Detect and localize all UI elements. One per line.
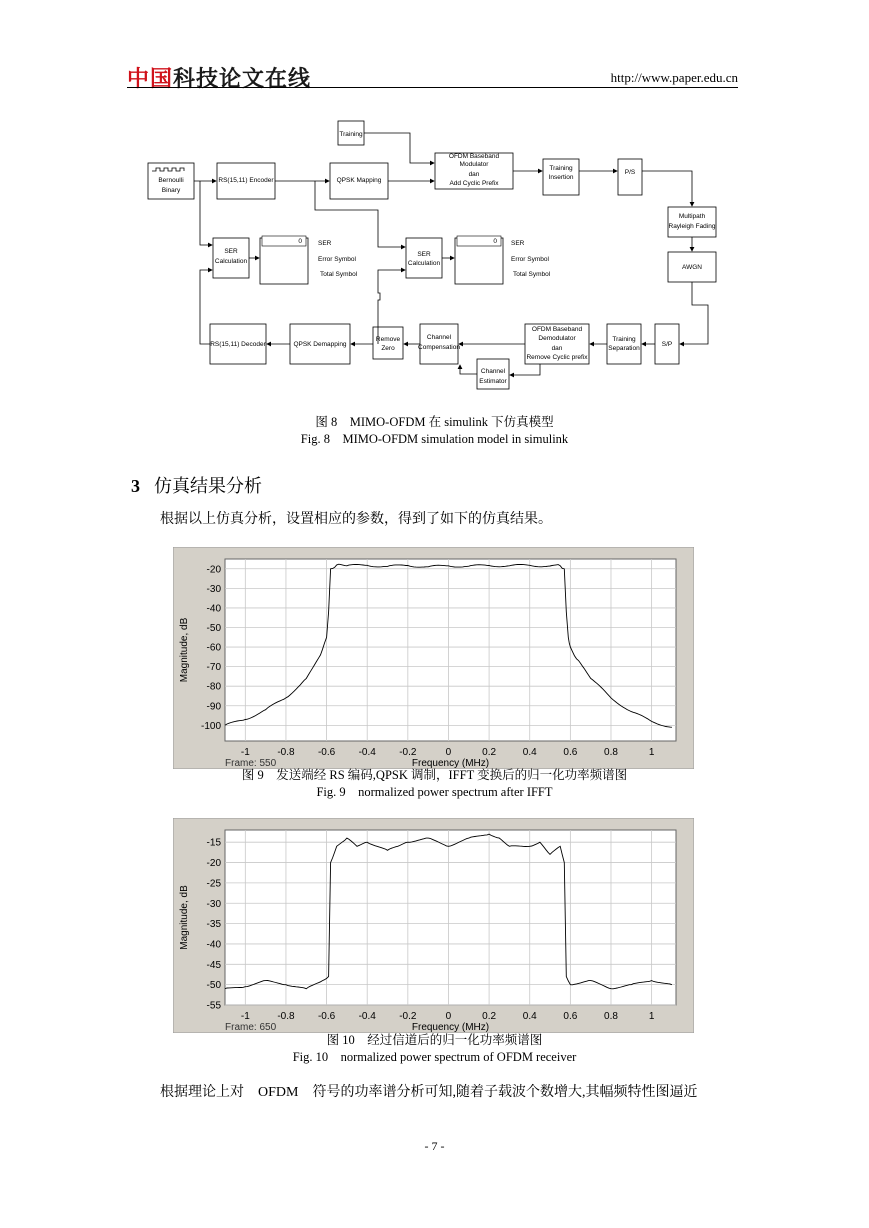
x-tick-label: 1 bbox=[648, 747, 655, 758]
label-ofdm-mod-1: OFDM Baseband bbox=[448, 153, 500, 160]
label-channel-comp-1: Channel bbox=[426, 334, 452, 341]
label-ofdm-mod-4: Add Cyclic Prefix bbox=[449, 180, 499, 187]
y-tick-label: -20 bbox=[206, 564, 221, 576]
label-awgn: AWGN bbox=[682, 264, 702, 271]
label-rs-decoder: RS(15,11) Decoder bbox=[210, 341, 266, 348]
y-axis-label: Magnitude, dB bbox=[179, 885, 190, 950]
y-tick-label: -45 bbox=[206, 959, 221, 971]
x-tick-label: 0.4 bbox=[522, 1011, 537, 1022]
x-axis-label: Frequency (MHz) bbox=[411, 758, 490, 769]
label-rs-encoder: RS(15,11) Encoder bbox=[218, 177, 274, 184]
x-tick-label: -0.2 bbox=[399, 1011, 417, 1022]
y-tick-label: -40 bbox=[206, 939, 221, 951]
y-tick-label: -100 bbox=[200, 720, 221, 732]
y-tick-label: -90 bbox=[206, 701, 221, 713]
x-tick-label: -0.4 bbox=[358, 1011, 376, 1022]
y-tick-label: -30 bbox=[206, 583, 221, 595]
label-total-symbol-2: Total Symbol bbox=[513, 271, 551, 278]
block-ps bbox=[618, 159, 642, 195]
header-rule bbox=[127, 87, 738, 88]
plot-area bbox=[225, 559, 676, 741]
x-tick-label: 0.2 bbox=[482, 747, 497, 758]
x-tick-label: -0.6 bbox=[317, 1011, 336, 1022]
x-tick-label: -0.6 bbox=[317, 747, 336, 758]
label-bernoulli-1: Bernoulli bbox=[158, 177, 184, 184]
label-ofdm-demod-1: OFDM Baseband bbox=[531, 326, 583, 333]
label-multipath-1: Multipath bbox=[678, 213, 706, 220]
label-ofdm-demod-3: dan bbox=[551, 345, 563, 352]
y-tick-label: -50 bbox=[206, 622, 221, 634]
label-ofdm-mod-2: Modulator bbox=[459, 161, 489, 168]
fig8-caption-cn: 图 8 MIMO-OFDM 在 simulink 下仿真模型 bbox=[315, 415, 554, 429]
block-multipath bbox=[668, 207, 716, 237]
journal-logo: 中国科技论文在线 bbox=[127, 67, 312, 92]
x-tick-label: -0.8 bbox=[277, 1011, 295, 1022]
label-ser-2: SER bbox=[511, 240, 525, 247]
header-url[interactable]: http://www.paper.edu.cn bbox=[610, 70, 738, 85]
label-training-top: Training bbox=[339, 131, 363, 138]
label-qpsk-mapping: QPSK Mapping bbox=[336, 177, 382, 184]
label-channel-est-1: Channel bbox=[480, 368, 506, 375]
frame-label: Frame: 550 bbox=[225, 758, 277, 769]
label-ofdm-demod-2: Demodulator bbox=[538, 335, 576, 342]
simulink-block-diagram bbox=[140, 115, 730, 405]
y-axis-label: Magnitude, dB bbox=[179, 617, 190, 683]
x-tick-label: -1 bbox=[240, 747, 250, 758]
label-channel-est-2: Estimator bbox=[479, 378, 507, 385]
x-tick-label: -0.2 bbox=[399, 747, 417, 758]
paragraph-2: 根据理论上对 OFDM 符号的功率谱分析可知,随着子载波个数增大,其幅频特性图逼近 bbox=[160, 1085, 698, 1100]
x-tick-label: 0 bbox=[445, 747, 452, 758]
paragraph-1: 根据以上仿真分析，设置相应的参数，得到了如下的仿真结果。 bbox=[160, 512, 552, 527]
label-total-symbol: Total Symbol bbox=[320, 271, 358, 278]
x-tick-label: 0.8 bbox=[604, 747, 618, 758]
x-tick-label: 0.2 bbox=[482, 1011, 497, 1022]
fig10-caption-en: Fig. 10 normalized power spectrum of OFDM receiver bbox=[292, 1050, 577, 1064]
block-remove-zero bbox=[373, 327, 403, 359]
label-remove-zero-2: Zero bbox=[381, 345, 395, 352]
block-training-separation bbox=[607, 324, 641, 364]
label-training-ins-2: Insertion bbox=[548, 174, 574, 181]
fig8-caption-en: Fig. 8 MIMO-OFDM simulation model in simulink bbox=[300, 432, 569, 446]
y-tick-label: -40 bbox=[206, 603, 221, 615]
label-error-symbol-2: Error Symbol bbox=[511, 256, 549, 263]
section-number: 3 bbox=[131, 476, 140, 496]
frame-label: Frame: 650 bbox=[225, 1022, 277, 1033]
y-tick-label: -80 bbox=[206, 681, 221, 693]
x-tick-label: -0.4 bbox=[358, 747, 376, 758]
label-bernoulli-2: Binary bbox=[161, 187, 181, 194]
fig9-caption-cn: 图 9 发送端经 RS 编码,QPSK 调制，IFFT 变换后的归一化功率频谱图 bbox=[241, 768, 628, 782]
display-1-value: 0 bbox=[298, 238, 302, 245]
x-tick-label: -0.8 bbox=[277, 747, 295, 758]
x-tick-label: 0.6 bbox=[563, 747, 578, 758]
fig9-plot bbox=[173, 547, 694, 769]
x-tick-label: 0.4 bbox=[522, 747, 537, 758]
label-ofdm-demod-4: Remove Cyclic prefix bbox=[526, 354, 588, 361]
y-tick-label: -30 bbox=[206, 898, 221, 910]
label-ser-calc-1b: Calculation bbox=[214, 258, 248, 265]
label-training-sep-2: Separation bbox=[608, 345, 640, 352]
label-training-sep-1: Training bbox=[612, 336, 636, 343]
block-ser-calc-2 bbox=[406, 238, 442, 278]
y-tick-label: -55 bbox=[206, 1000, 221, 1012]
label-ser-calc-2b: Calculation bbox=[407, 260, 441, 267]
x-tick-label: 0.6 bbox=[563, 1011, 578, 1022]
label-remove-zero-1: Remove bbox=[375, 336, 401, 343]
x-tick-label: 0 bbox=[445, 1011, 452, 1022]
page-number: - 7 - bbox=[424, 1139, 445, 1153]
label-channel-comp-2: Compensation bbox=[418, 344, 460, 351]
y-tick-label: -35 bbox=[206, 919, 221, 931]
label-ser: SER bbox=[318, 240, 332, 247]
plot-area bbox=[225, 830, 676, 1005]
section-title: 仿真结果分析 bbox=[154, 476, 262, 496]
x-tick-label: 0.8 bbox=[604, 1011, 618, 1022]
x-axis-label: Frequency (MHz) bbox=[411, 1022, 490, 1033]
y-tick-label: -20 bbox=[206, 858, 221, 870]
y-tick-label: -70 bbox=[206, 662, 221, 674]
y-tick-label: -15 bbox=[206, 837, 221, 849]
label-error-symbol: Error Symbol bbox=[318, 256, 356, 263]
y-tick-label: -25 bbox=[206, 878, 221, 890]
x-tick-label: 1 bbox=[648, 1011, 655, 1022]
label-ps: P/S bbox=[624, 169, 636, 176]
x-tick-label: -1 bbox=[240, 1011, 250, 1022]
label-multipath-2: Rayleigh Fading bbox=[668, 223, 716, 230]
section-heading bbox=[131, 472, 262, 498]
label-training-ins-1: Training bbox=[549, 165, 573, 172]
fig10-caption-cn: 图 10 经过信道后的归一化功率频谱图 bbox=[326, 1033, 543, 1047]
y-tick-label: -50 bbox=[206, 980, 221, 992]
fig10-plot bbox=[173, 818, 694, 1033]
label-ser-calc-1a: SER bbox=[224, 248, 238, 255]
label-sp: S/P bbox=[661, 341, 673, 348]
y-tick-label: -60 bbox=[206, 642, 221, 654]
fig9-caption-en: Fig. 9 normalized power spectrum after IFFT bbox=[316, 785, 553, 799]
label-ofdm-mod-3: dan bbox=[468, 171, 480, 178]
label-qpsk-demapping: QPSK Demapping bbox=[293, 341, 347, 348]
label-ser-calc-2a: SER bbox=[417, 251, 431, 258]
display-2-value: 0 bbox=[493, 238, 497, 245]
